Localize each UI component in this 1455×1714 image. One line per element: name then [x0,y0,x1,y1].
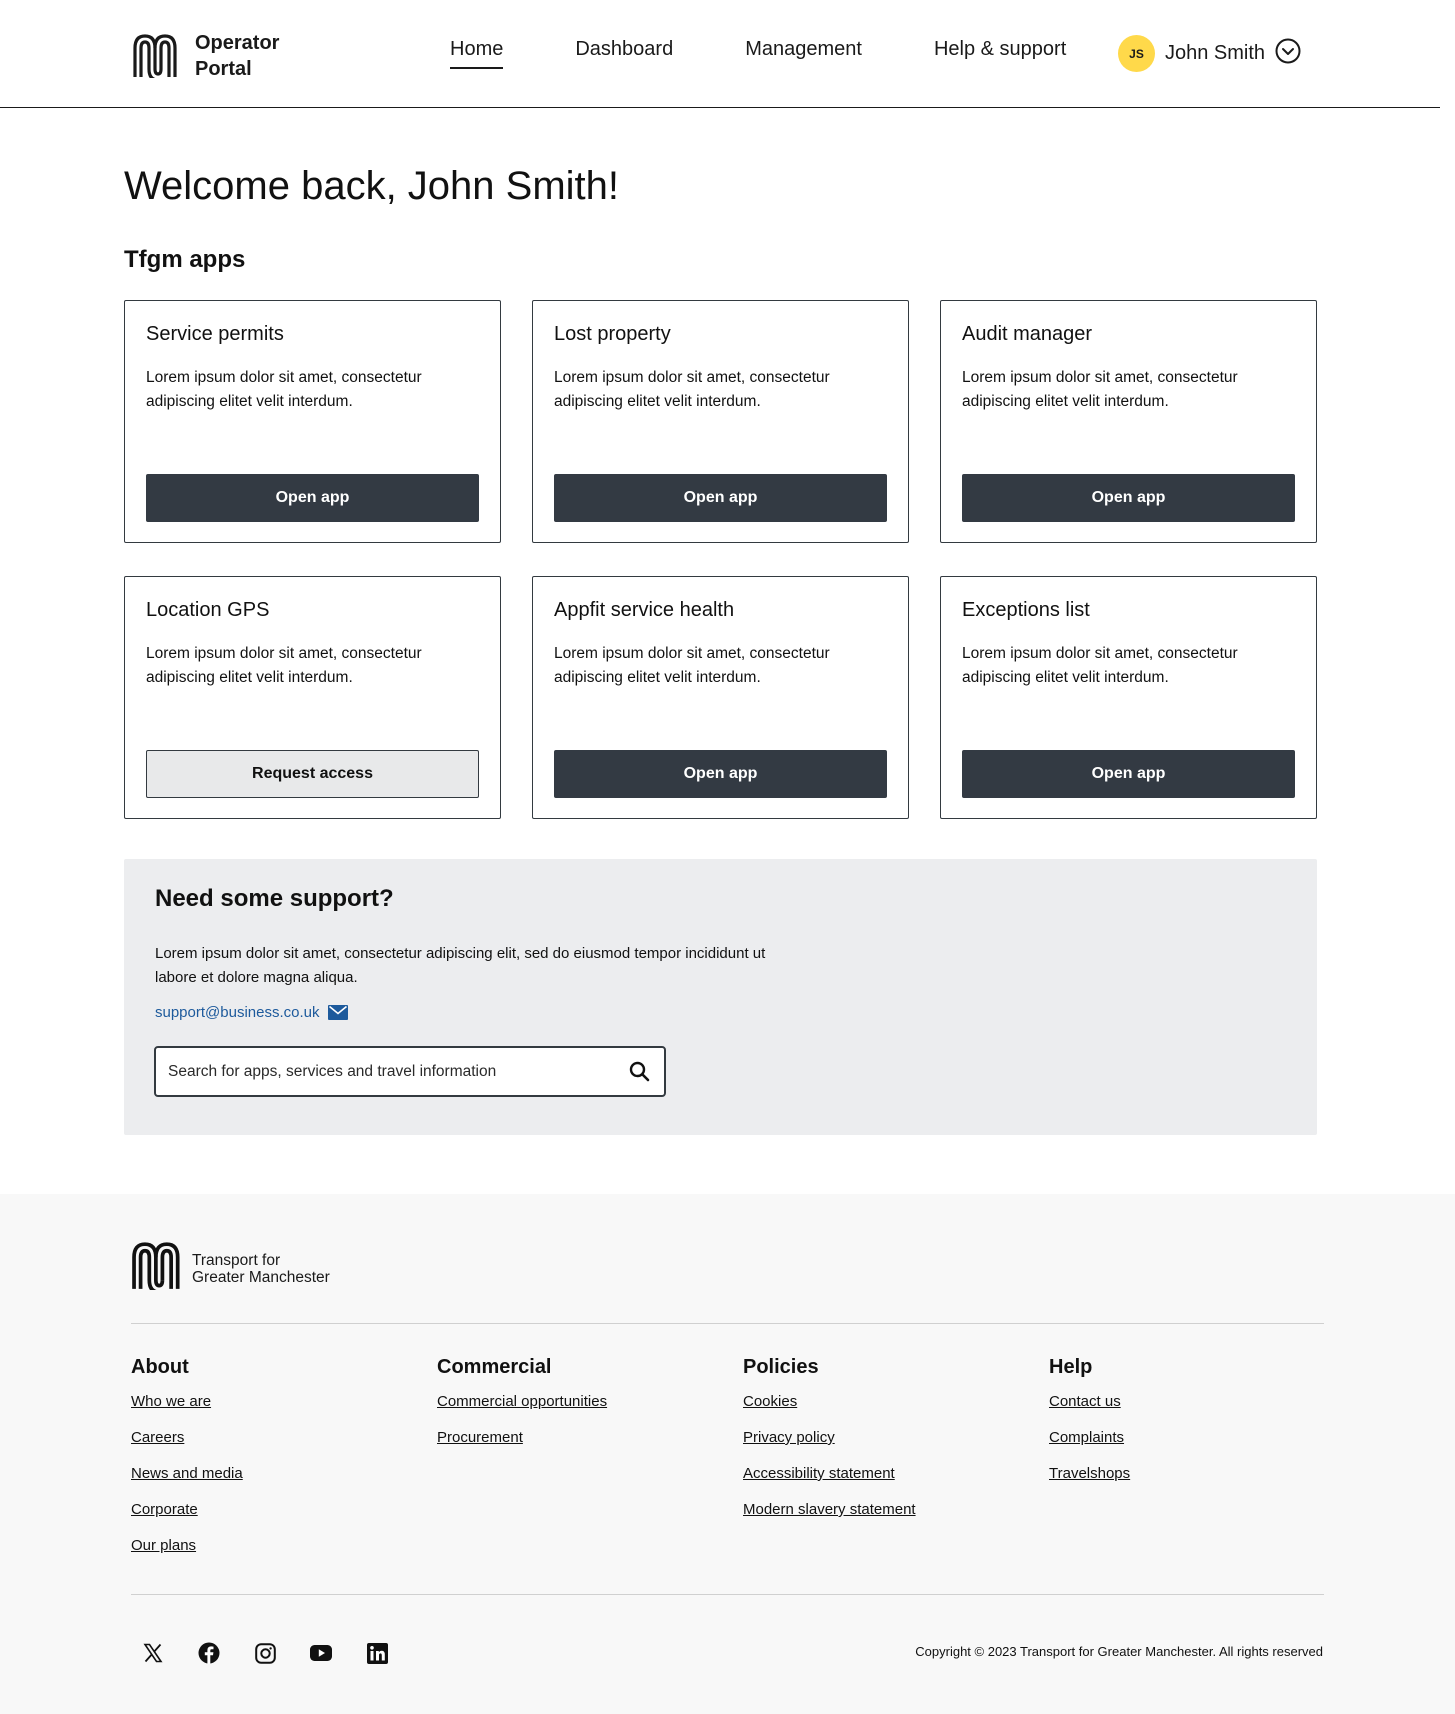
x-icon[interactable] [141,1641,165,1665]
footer-link-contact-us[interactable]: Contact us [1049,1393,1121,1410]
app-card-exceptions-list [940,576,1317,819]
card-description: Lorem ipsum dolor sit amet, consectetur adipiscing elitet velit interdum. [962,369,1238,410]
operator-portal-logo[interactable] [133,30,279,82]
nav-help-support[interactable]: Help & support [933,38,1067,60]
footer-link-careers[interactable]: Careers [131,1429,185,1446]
tfgm-logo-icon [131,1242,184,1295]
card-title: Lost property [554,323,671,345]
page-title: Welcome back, John Smith! [124,164,620,208]
user-name: John Smith [1165,42,1266,64]
footer-link-complaints[interactable]: Complaints [1049,1429,1125,1446]
logo-text [195,30,279,82]
footer-link-news-and-media[interactable]: News and media [131,1465,243,1482]
footer-link-privacy-policy[interactable]: Privacy policy [743,1429,835,1446]
site-footer [0,1194,1455,1714]
footer-divider [131,1594,1324,1595]
social-links [141,1641,421,1665]
card-description: Lorem ipsum dolor sit amet, consectetur adipiscing elitet velit interdum. [554,645,830,686]
card-description: Lorem ipsum dolor sit amet, consectetur adipiscing elitet velit interdum. [146,645,422,686]
footer-logo-text [192,1252,330,1286]
copyright-text: Copyright © 2023 Transport for Greater Manchester. All rights reserved [915,1644,1323,1659]
card-description: Lorem ipsum dolor sit amet, consectetur adipiscing elitet velit interdum. [962,645,1238,686]
main-nav [450,38,1138,69]
support-text: Lorem ipsum dolor sit amet, consectetur adipiscing elit, sed do eiusmod tempor incididunt ut labore et dolore magna aliqua. [155,945,766,986]
footer-col-help [1049,1356,1355,1573]
site-header [0,0,1440,108]
facebook-icon[interactable] [197,1641,221,1665]
support-title: Need some support? [155,885,394,912]
search-icon[interactable] [629,1061,650,1087]
nav-home[interactable]: Home [450,38,503,69]
tfgm-logo-icon [133,34,180,78]
footer-link-modern-slavery-statement[interactable]: Modern slavery statement [743,1501,916,1518]
footer-col-commercial [437,1356,743,1573]
avatar: JS [1118,35,1155,72]
card-description: Lorem ipsum dolor sit amet, consectetur adipiscing elitet velit interdum. [146,369,422,410]
footer-col-about [131,1356,437,1573]
footer-link-cookies[interactable]: Cookies [743,1393,798,1410]
app-card-appfit-service-health [532,576,909,819]
app-card-lost-property [532,300,909,543]
footer-col-policies [743,1356,1049,1573]
app-card-location-gps [124,576,501,819]
mail-icon [328,1005,348,1020]
open-app-button[interactable]: Open app [962,750,1295,798]
app-cards-grid [124,300,1317,819]
nav-management[interactable]: Management [745,38,862,60]
tfgm-footer-logo[interactable] [131,1242,330,1295]
footer-link-our-plans[interactable]: Our plans [131,1537,197,1554]
linkedin-icon[interactable] [365,1641,389,1665]
youtube-icon[interactable] [309,1641,333,1665]
card-description: Lorem ipsum dolor sit amet, consectetur adipiscing elitet velit interdum. [554,369,830,410]
search-box [154,1046,666,1097]
logo-line-1: Operator [195,32,280,54]
footer-columns [131,1356,1355,1573]
card-title: Service permits [146,323,284,345]
footer-link-who-we-are[interactable]: Who we are [131,1393,212,1410]
card-title: Appfit service health [554,599,735,621]
app-card-service-permits [124,300,501,543]
footer-col-title: Help [1049,1356,1093,1378]
footer-col-title: Policies [743,1356,819,1378]
support-panel [124,859,1317,1135]
footer-col-title: Commercial [437,1356,552,1378]
footer-link-corporate[interactable]: Corporate [131,1501,198,1518]
open-app-button[interactable]: Open app [554,750,887,798]
open-app-button[interactable]: Open app [962,474,1295,522]
card-title: Location GPS [146,599,270,621]
footer-col-title: About [131,1356,189,1378]
support-email-link[interactable] [155,1004,348,1021]
footer-link-commercial-opportunities[interactable]: Commercial opportunities [437,1393,608,1410]
nav-dashboard[interactable]: Dashboard [575,38,674,60]
logo-line-2: Portal [195,58,252,80]
footer-link-accessibility-statement[interactable]: Accessibility statement [743,1465,895,1482]
apps-heading: Tfgm apps [124,246,246,273]
instagram-icon[interactable] [253,1641,277,1665]
card-title: Exceptions list [962,599,1090,621]
footer-link-travelshops[interactable]: Travelshops [1049,1465,1131,1482]
footer-link-procurement[interactable]: Procurement [437,1429,523,1446]
footer-logo-line-1: Transport for [192,1251,281,1269]
request-access-button[interactable]: Request access [146,750,479,798]
user-menu[interactable] [1118,35,1301,72]
open-app-button[interactable]: Open app [146,474,479,522]
support-email-text: support@business.co.uk [155,1004,320,1021]
open-app-button[interactable]: Open app [554,474,887,522]
search-input[interactable] [168,1048,608,1095]
chevron-down-icon[interactable] [1275,38,1301,69]
app-card-audit-manager [940,300,1317,543]
footer-divider [131,1323,1324,1324]
footer-logo-line-2: Greater Manchester [192,1268,330,1286]
card-title: Audit manager [962,323,1093,345]
